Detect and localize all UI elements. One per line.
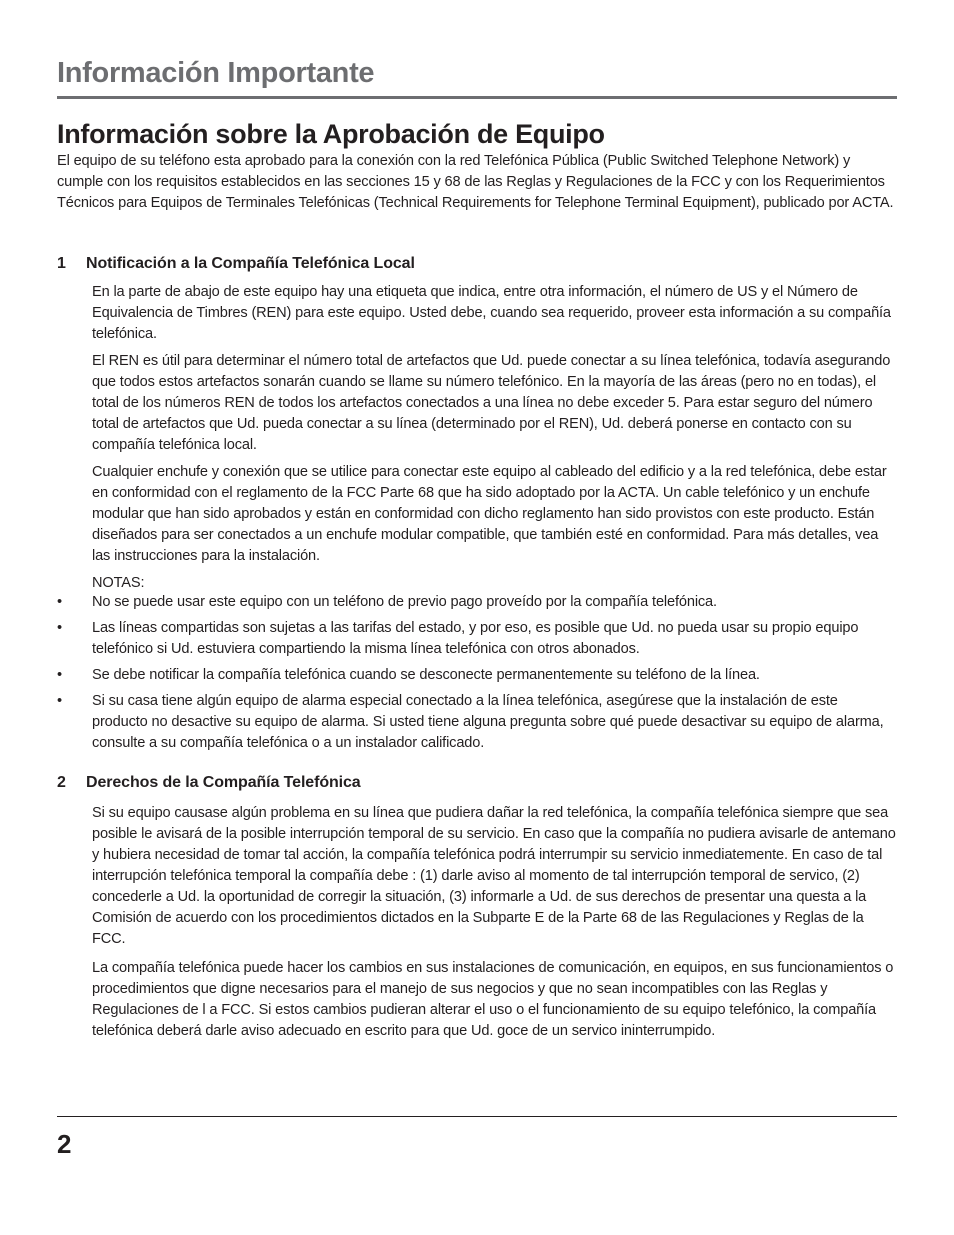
section-title: Información sobre la Aprobación de Equipo <box>57 119 605 149</box>
note-text: Si su casa tiene algún equipo de alarma especial conectado a la línea telefónica, asegúrese que la instalación de este producto no desactive su equipo de alarma. Si usted tiene alguna pregunta sobre qué puede desactivar su equipo de alarma, consulte a su compañía telefónica o a un instalador calificado. <box>92 693 884 751</box>
bullet-icon: • <box>57 594 62 610</box>
list-item <box>57 592 897 613</box>
bullet-icon: • <box>57 693 62 709</box>
note-text: No se puede usar este equipo con un teléfono de previo pago proveído por la compañía telefónica. <box>92 594 717 610</box>
paragraph: El REN es útil para determinar el número total de artefactos que Ud. puede conectar a su línea telefónica, todavía asegurando que todos estos artefactos sonarán cuando se llame su número telefónico. En la mayoría de las áreas (pero no en todas), el total de los números REN de todos los artefactos conectados a una línea no debe exceder 5. Para estar seguro del número total de artefactos que Ud. pueda conectar a su línea (determinado por el REN), Ud. deberá ponerse en contacto con su compañía telefónica local. <box>92 353 891 453</box>
note-text: Las líneas compartidas son sujetas a las tarifas del estado, y por eso, es posible que Ud. no pueda usar su propio equipo telefónico si Ud. estuviera compartiendo la misma línea telefónica con otros abonados. <box>92 620 859 657</box>
list-item <box>57 618 897 660</box>
paragraph: En la parte de abajo de este equipo hay una etiqueta que indica, entre otra información, el número de US y el Número de Equivalencia de Timbres (REN) para este equipo. Usted debe, cuando sea requerido, proveer esta información a su compañía telefónica. <box>92 284 891 342</box>
subsection-1-body <box>92 282 896 600</box>
notes-label: NOTAS: <box>92 575 145 591</box>
notes-list <box>57 592 897 759</box>
section-intro: El equipo de su teléfono esta aprobado para la conexión con la red Telefónica Pública (Public Switched Telephone Network) y cumple con los requisitos establecidos en las secciones 15 y 68 de las Reglas y Regulaciones de la FCC y con los Requerimientos Técnicos para Equipos de Terminales Telefónicas (Technical Requirements for Telephone Terminal Equipment), publicado por ACTA. <box>57 153 894 211</box>
subsection-2-title: Derechos de la Compañía Telefónica <box>86 774 361 791</box>
bullet-icon: • <box>57 667 62 683</box>
paragraph: La compañía telefónica puede hacer los cambios en sus instalaciones de comunicación, en equipos, en sus funcionamientos o procedimientos que digne necesarios para el manejo de sus negocios y que no sean incompatibles con las Reglas y Regulaciones de l a FCC. Si estos cambios pudieran alterar el uso o el funcionamiento de su equipo telefónico, la compañía telefónica deberá darle aviso adecuado en escrito para que Ud. goce de un servico ininterrumpido. <box>92 960 894 1039</box>
page-number: 2 <box>57 1129 72 1159</box>
subsection-2-heading <box>57 772 897 794</box>
header-divider <box>57 96 897 99</box>
subsection-2-body <box>92 803 896 1048</box>
note-text: Se debe notificar la compañía telefónica cuando se desconecte permanentemente su teléfono de la línea. <box>92 667 760 683</box>
list-item <box>57 665 897 686</box>
subsection-1-title: Notificación a la Compañía Telefónica Local <box>86 255 415 272</box>
paragraph: Si su equipo causase algún problema en su línea que pudiera dañar la red telefónica, la compañía telefónica siempre que sea posible le avisará de la posible interrupción temporal de su servicio. En caso que la compañía no pudiera avisarle de antemano y hubiera necesidad de tomar tal acción, la compañía telefónica podrá interrumpir su servicio inmediatemente. En caso de tal interrupción telefónica temporal la compañía debe : (1) darle aviso al momento de tal interrupción temporal de servico, (2) concederle a Ud. la oportunidad de corregir la situación, (3) informarle a Ud. de sus derechos de presentar una questa a la Comisión de acuerdo con los procedimientos dictados en la Subparte E de la Parte 68 de las Regulaciones y Reglas de la FCC. <box>92 805 896 947</box>
list-item <box>57 691 897 754</box>
subsection-1-heading <box>57 253 897 275</box>
bullet-icon: • <box>57 620 62 636</box>
subsection-2-number: 2 <box>57 774 66 791</box>
paragraph: Cualquier enchufe y conexión que se utilice para conectar este equipo al cableado del edificio y a la red telefónica, debe estar en conformidad con el reglamento de la FCC Parte 68 que ha sido adoptado por la ACTA. Un cable telefónico y un enchufe modular que han sido aprobados y están en conformidad con dicho reglamento han sido provistos con este producto. Están diseñados para ser conectados a un enchufe modular compatible, que también esté en conformidad. Para más detalles, vea las instrucciones para la instalación. <box>92 464 887 564</box>
subsection-1-number: 1 <box>57 255 66 272</box>
page-header-title: Información Importante <box>57 57 375 89</box>
footer-divider <box>57 1116 897 1117</box>
